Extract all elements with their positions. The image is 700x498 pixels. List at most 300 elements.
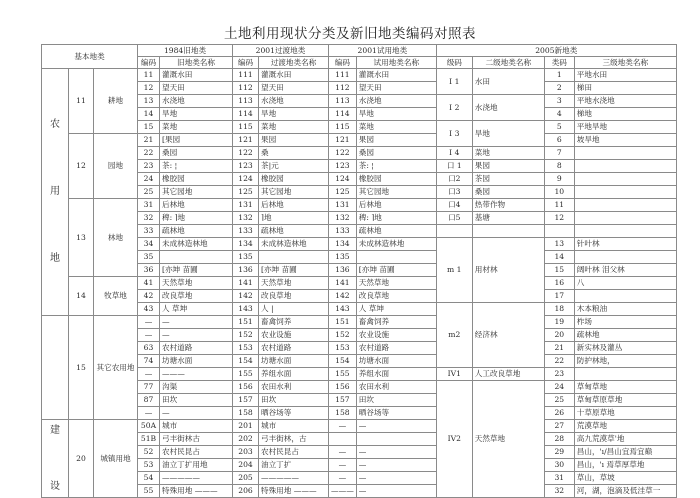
header-level2-name: 二级地类名称 bbox=[472, 57, 544, 69]
level3-code: 7 bbox=[544, 147, 574, 160]
table-row bbox=[42, 290, 677, 303]
code-2001-transition: 204 bbox=[233, 459, 259, 472]
level3-name: 柞场 bbox=[574, 316, 676, 329]
name-2001-trial: 果园 bbox=[356, 134, 436, 147]
code-1984: 21 bbox=[138, 134, 160, 147]
code-2001-trial: 124 bbox=[329, 173, 357, 186]
code-1984: 25 bbox=[138, 186, 160, 199]
level3-name: 针叶林 bbox=[574, 238, 676, 251]
name-2001-transition: 桑 bbox=[259, 147, 329, 160]
code-1984: 12 bbox=[138, 82, 160, 95]
code-1984: 13 bbox=[138, 95, 160, 108]
table-row bbox=[42, 147, 677, 160]
group-name: 园地 bbox=[94, 134, 138, 199]
name-1984: 稗: ⌉地 bbox=[160, 212, 233, 225]
level3-code: 12 bbox=[544, 212, 574, 225]
code-2001-trial: 115 bbox=[329, 121, 357, 134]
table-row bbox=[42, 199, 677, 212]
section-construction bbox=[42, 420, 69, 498]
table-row bbox=[42, 420, 677, 433]
name-2001-trial: 晒谷场等 bbox=[356, 407, 436, 420]
name-2001-transition: 未成林造林地 bbox=[259, 238, 329, 251]
level3-code: 16 bbox=[544, 277, 574, 290]
code-2001-transition: 154 bbox=[233, 355, 259, 368]
name-2001-transition: 养组水面 bbox=[259, 368, 329, 381]
name-1984: 望天田 bbox=[160, 82, 233, 95]
level2-code: m2 bbox=[436, 303, 472, 368]
name-2001-trial: 望天田 bbox=[356, 82, 436, 95]
section-char: 建 bbox=[50, 424, 60, 436]
name-1984: 未成林造林地 bbox=[160, 238, 233, 251]
code-2001-trial bbox=[329, 433, 357, 446]
code-2001-transition: 112 bbox=[233, 82, 259, 95]
table-row bbox=[42, 342, 677, 355]
level3-code: 27 bbox=[544, 420, 574, 433]
group-name: 其它农用地 bbox=[94, 316, 138, 420]
level3-code bbox=[544, 225, 574, 238]
name-2001-transition: 人 | bbox=[259, 303, 329, 316]
header-trial-name: 试用地类名称 bbox=[356, 57, 436, 69]
name-1984: 农村民昆占 bbox=[160, 446, 233, 459]
name-2001-transition: 城市 bbox=[259, 420, 329, 433]
name-2001-trial: 未成林造林地 bbox=[356, 238, 436, 251]
name-2001-trial: 茶: ¦ bbox=[356, 160, 436, 173]
level3-name: 昌山，'ı 焉草厚草地 bbox=[574, 459, 676, 472]
level3-name: 新实林及灌丛 bbox=[574, 342, 676, 355]
level2-code: I 1 bbox=[436, 69, 472, 95]
table-row bbox=[42, 316, 677, 329]
code-2001-transition: 135 bbox=[233, 251, 259, 264]
code-2001-transition: 158 bbox=[233, 407, 259, 420]
name-2001-transition: 水浇地 bbox=[259, 95, 329, 108]
level3-code: 20 bbox=[544, 329, 574, 342]
level3-name: 木本粮油 bbox=[574, 303, 676, 316]
code-2001-transition: 124 bbox=[233, 173, 259, 186]
header-code: 编码 bbox=[138, 57, 160, 69]
name-1984: 改良草地 bbox=[160, 290, 233, 303]
code-2001-transition: 206 bbox=[233, 485, 259, 498]
code-2001-transition: 153 bbox=[233, 342, 259, 355]
code-2001-transition: 136 bbox=[233, 264, 259, 277]
level3-code: 25 bbox=[544, 394, 574, 407]
code-2001-trial: 112 bbox=[329, 82, 357, 95]
group-name: 林地 bbox=[94, 199, 138, 277]
level3-code: 10 bbox=[544, 186, 574, 199]
code-2001-trial: 141 bbox=[329, 277, 357, 290]
header-level-code: 级码 bbox=[436, 57, 472, 69]
table-row bbox=[42, 212, 677, 225]
code-1984: 74 bbox=[138, 355, 160, 368]
code-1984: 31 bbox=[138, 199, 160, 212]
name-2001-trial: 改良草地 bbox=[356, 290, 436, 303]
section-char: 地 bbox=[50, 252, 60, 264]
level3-code: 22 bbox=[544, 355, 574, 368]
code-2001-trial: 151 bbox=[329, 316, 357, 329]
table-row bbox=[42, 446, 677, 459]
section-char: 设 bbox=[50, 480, 60, 492]
level3-code: 4 bbox=[544, 108, 574, 121]
name-2001-trial: 菜地 bbox=[356, 121, 436, 134]
level2-code: IV1 bbox=[436, 368, 472, 381]
section-char: 用 bbox=[50, 185, 60, 197]
table-row bbox=[42, 160, 677, 173]
table-row bbox=[42, 121, 677, 134]
level2-code: I 2 bbox=[436, 95, 472, 121]
code-2001-trial: 113 bbox=[329, 95, 357, 108]
level3-code: 19 bbox=[544, 316, 574, 329]
level3-name: 梯田 bbox=[574, 82, 676, 95]
table-row bbox=[42, 238, 677, 251]
name-2001-trial: 天然草地 bbox=[356, 277, 436, 290]
level3-code: 13 bbox=[544, 238, 574, 251]
name-2001-trial: 稗: ⌉地 bbox=[356, 212, 436, 225]
name-2001-transition: 坊塘水面 bbox=[259, 355, 329, 368]
code-1984: — bbox=[138, 316, 160, 329]
level3-name: 平地水田 bbox=[574, 69, 676, 82]
name-2001-transition: 特殊用地 ——— bbox=[259, 485, 329, 498]
code-2001-transition: 156 bbox=[233, 381, 259, 394]
code-2001-trial: 156 bbox=[329, 381, 357, 394]
group-code: 13 bbox=[69, 199, 94, 277]
name-1984: 灌溉水田 bbox=[160, 69, 233, 82]
code-2001-trial: 152 bbox=[329, 329, 357, 342]
code-2001-transition: 133 bbox=[233, 225, 259, 238]
level3-name bbox=[574, 212, 676, 225]
level2-code: I 3 bbox=[436, 121, 472, 147]
name-2001-transition: 农村道路 bbox=[259, 342, 329, 355]
level3-code: 18 bbox=[544, 303, 574, 316]
code-1984: 77 bbox=[138, 381, 160, 394]
level3-name bbox=[574, 290, 676, 303]
level2-name: 经济林 bbox=[472, 303, 544, 368]
code-2001-trial: ——— bbox=[329, 485, 357, 498]
level3-name bbox=[574, 160, 676, 173]
level2-name: 水田 bbox=[472, 69, 544, 95]
table-row bbox=[42, 225, 677, 238]
level2-code: I 4 bbox=[436, 147, 472, 160]
name-2001-trial: 农村道路 bbox=[356, 342, 436, 355]
level2-name: 热带作物 bbox=[472, 199, 544, 212]
level2-name: 人工改良草地 bbox=[472, 368, 544, 381]
name-2001-transition: ⌉地 bbox=[259, 212, 329, 225]
code-1984: 22 bbox=[138, 147, 160, 160]
code-2001-transition: 114 bbox=[233, 108, 259, 121]
group-name: 城镇用地 bbox=[94, 420, 138, 498]
header-code: 编码 bbox=[233, 57, 259, 69]
code-2001-trial: 131 bbox=[329, 199, 357, 212]
level2-code: IV2 bbox=[436, 381, 472, 498]
header-2005: 2005新地类 bbox=[436, 45, 676, 57]
table-row bbox=[42, 433, 677, 446]
name-2001-transition: 油立丁扩 bbox=[259, 459, 329, 472]
name-1984: 疏林地 bbox=[160, 225, 233, 238]
table-row bbox=[42, 134, 677, 147]
header-row bbox=[42, 45, 677, 57]
header-cat-code: 类码 bbox=[544, 57, 574, 69]
name-2001-transition: [亦坤 苗圃 bbox=[259, 264, 329, 277]
code-2001-transition: 143 bbox=[233, 303, 259, 316]
level3-name: 十草原草地 bbox=[574, 407, 676, 420]
group-code: 12 bbox=[69, 134, 94, 199]
code-2001-trial: 135 bbox=[329, 251, 357, 264]
level3-name: 草甸草地 bbox=[574, 381, 676, 394]
level3-name: 高九荒漠草'地 bbox=[574, 433, 676, 446]
name-1984: 弓丰街林古 bbox=[160, 433, 233, 446]
level3-code: 26 bbox=[544, 407, 574, 420]
table-row bbox=[42, 95, 677, 108]
code-1984: 36 bbox=[138, 264, 160, 277]
name-2001-trial: 其它园地 bbox=[356, 186, 436, 199]
name-2001-transition: 其它园地 bbox=[259, 186, 329, 199]
header-level3-name: 三级地类名称 bbox=[574, 57, 676, 69]
group-code: 11 bbox=[69, 69, 94, 134]
name-2001-transition bbox=[259, 251, 329, 264]
code-1984: 24 bbox=[138, 173, 160, 186]
code-2001-transition: 115 bbox=[233, 121, 259, 134]
name-2001-trial bbox=[356, 433, 436, 446]
level2-name: 茶园 bbox=[472, 173, 544, 186]
code-2001-trial: — bbox=[329, 459, 357, 472]
code-2001-trial: — bbox=[329, 446, 357, 459]
code-2001-transition: 205 bbox=[233, 472, 259, 485]
name-2001-trial: 田坎 bbox=[356, 394, 436, 407]
level2-name: 用材林 bbox=[472, 238, 544, 303]
group-code: 15 bbox=[69, 316, 94, 420]
name-1984: 天然草地 bbox=[160, 277, 233, 290]
code-2001-trial: 132 bbox=[329, 212, 357, 225]
level2-name: 桑园 bbox=[472, 186, 544, 199]
name-1984: 田坎 bbox=[160, 394, 233, 407]
code-2001-transition: 142 bbox=[233, 290, 259, 303]
level3-name: 草甸草原草地 bbox=[574, 394, 676, 407]
table-row bbox=[42, 472, 677, 485]
name-1984: 油立丁扩用地 bbox=[160, 459, 233, 472]
code-1984: 63 bbox=[138, 342, 160, 355]
code-1984: 11 bbox=[138, 69, 160, 82]
code-1984: 52 bbox=[138, 446, 160, 459]
code-1984: 34 bbox=[138, 238, 160, 251]
name-2001-trial: 农田水利 bbox=[356, 381, 436, 394]
level3-name: 疏林地 bbox=[574, 329, 676, 342]
level3-code: 30 bbox=[544, 459, 574, 472]
name-1984: 其它园地 bbox=[160, 186, 233, 199]
name-1984: 城市 bbox=[160, 420, 233, 433]
level3-name: 八 bbox=[574, 277, 676, 290]
code-2001-transition: 131 bbox=[233, 199, 259, 212]
level3-code: 1 bbox=[544, 69, 574, 82]
code-2001-transition: 157 bbox=[233, 394, 259, 407]
code-2001-trial: 125 bbox=[329, 186, 357, 199]
level3-name: 平地旱地 bbox=[574, 121, 676, 134]
code-1984: 33 bbox=[138, 225, 160, 238]
level3-name bbox=[574, 199, 676, 212]
level3-code: 6 bbox=[544, 134, 574, 147]
name-2001-transition: 灌溉水田 bbox=[259, 69, 329, 82]
name-1984: 特殊用地 ——— bbox=[160, 485, 233, 498]
code-2001-trial: 155 bbox=[329, 368, 357, 381]
level3-code: 28 bbox=[544, 433, 574, 446]
name-1984: [果园 bbox=[160, 134, 233, 147]
header-old-name: 旧地类名称 bbox=[160, 57, 233, 69]
level3-code: 31 bbox=[544, 472, 574, 485]
level3-code: 8 bbox=[544, 160, 574, 173]
name-2001-trial: 疏林地 bbox=[356, 225, 436, 238]
name-2001-trial: 人 草坤 bbox=[356, 303, 436, 316]
table-row bbox=[42, 69, 677, 82]
level2-code: 口 1 bbox=[436, 160, 472, 173]
code-1984: 53 bbox=[138, 459, 160, 472]
level2-code: 口5 bbox=[436, 212, 472, 225]
table-row bbox=[42, 264, 677, 277]
land-use-table bbox=[41, 44, 677, 498]
code-2001-transition: 123 bbox=[233, 160, 259, 173]
name-2001-trial: — bbox=[356, 459, 436, 472]
code-2001-transition: 121 bbox=[233, 134, 259, 147]
name-1984: — bbox=[160, 329, 233, 342]
table-row bbox=[42, 173, 677, 186]
name-1984: 桑园 bbox=[160, 147, 233, 160]
code-2001-trial: 157 bbox=[329, 394, 357, 407]
name-2001-trial: 水浇地 bbox=[356, 95, 436, 108]
code-1984: 41 bbox=[138, 277, 160, 290]
code-2001-trial: 122 bbox=[329, 147, 357, 160]
level3-code: 21 bbox=[544, 342, 574, 355]
page-title: 土地利用现状分类及新旧地类编码对照表 bbox=[224, 26, 476, 42]
table-row bbox=[42, 251, 677, 264]
code-2001-transition: 122 bbox=[233, 147, 259, 160]
level3-name bbox=[574, 225, 676, 238]
level3-code: 2 bbox=[544, 82, 574, 95]
group-name: 牧草地 bbox=[94, 277, 138, 316]
code-1984: — bbox=[138, 329, 160, 342]
header-2001-trial: 2001试用地类 bbox=[329, 45, 437, 57]
name-1984: 沟渠 bbox=[160, 381, 233, 394]
level2-name: 水浇地 bbox=[472, 95, 544, 121]
table-row bbox=[42, 329, 677, 342]
level3-code: 14 bbox=[544, 251, 574, 264]
header-trans-name: 过渡地类名称 bbox=[259, 57, 329, 69]
code-2001-transition: 134 bbox=[233, 238, 259, 251]
level2-code: 口2 bbox=[436, 173, 472, 186]
code-2001-trial: 136 bbox=[329, 264, 357, 277]
code-2001-transition: 132 bbox=[233, 212, 259, 225]
code-1984: 50A bbox=[138, 420, 160, 433]
name-1984: — bbox=[160, 407, 233, 420]
table-row bbox=[42, 355, 677, 368]
section-agricultural bbox=[42, 69, 69, 316]
name-2001-transition: 弓丰街林，古 bbox=[259, 433, 329, 446]
level2-code bbox=[436, 225, 472, 238]
code-1984: — bbox=[138, 368, 160, 381]
name-2001-trial: — bbox=[356, 446, 436, 459]
header-code: 编码 bbox=[329, 57, 357, 69]
table-row bbox=[42, 303, 677, 316]
code-2001-trial: — bbox=[329, 420, 357, 433]
level2-name: 基塘 bbox=[472, 212, 544, 225]
name-1984: 后林地 bbox=[160, 199, 233, 212]
name-2001-transition: 田坎 bbox=[259, 394, 329, 407]
level3-code: 17 bbox=[544, 290, 574, 303]
code-1984: 15 bbox=[138, 121, 160, 134]
group-name: 耕地 bbox=[94, 69, 138, 134]
code-1984: 54 bbox=[138, 472, 160, 485]
level3-name bbox=[574, 186, 676, 199]
section-char: 农 bbox=[50, 119, 60, 131]
code-2001-trial: 121 bbox=[329, 134, 357, 147]
code-1984: 23 bbox=[138, 160, 160, 173]
code-2001-transition: 155 bbox=[233, 368, 259, 381]
code-2001-trial: — bbox=[329, 472, 357, 485]
name-2001-transition: 农村民昆占 bbox=[259, 446, 329, 459]
code-2001-transition: 151 bbox=[233, 316, 259, 329]
table-row bbox=[42, 394, 677, 407]
name-2001-trial: — bbox=[356, 485, 436, 498]
code-2001-transition: 203 bbox=[233, 446, 259, 459]
name-2001-transition: 果园 bbox=[259, 134, 329, 147]
code-1984: 87 bbox=[138, 394, 160, 407]
name-2001-trial: — bbox=[356, 472, 436, 485]
table-row bbox=[42, 485, 677, 498]
level3-name: 平地水浇地 bbox=[574, 95, 676, 108]
name-2001-transition: 茶|元 bbox=[259, 160, 329, 173]
name-1984: ——— bbox=[160, 368, 233, 381]
name-2001-transition: 疏林地 bbox=[259, 225, 329, 238]
name-1984: 人 草坤 bbox=[160, 303, 233, 316]
name-2001-trial: 畜禽饲养 bbox=[356, 316, 436, 329]
level3-name: 草山，草坡 bbox=[574, 472, 676, 485]
name-2001-transition: 旱地 bbox=[259, 108, 329, 121]
name-2001-trial bbox=[356, 251, 436, 264]
code-2001-trial: 154 bbox=[329, 355, 357, 368]
level2-name: 旱地 bbox=[472, 121, 544, 147]
header-row bbox=[42, 57, 677, 69]
code-1984: 43 bbox=[138, 303, 160, 316]
name-2001-transition: 畜禽饲养 bbox=[259, 316, 329, 329]
code-2001-transition: 141 bbox=[233, 277, 259, 290]
level3-code: 23 bbox=[544, 368, 574, 381]
name-1984: 农村道路 bbox=[160, 342, 233, 355]
name-2001-trial: 养组水面 bbox=[356, 368, 436, 381]
code-2001-trial: 114 bbox=[329, 108, 357, 121]
level3-code: 5 bbox=[544, 121, 574, 134]
level3-name bbox=[574, 251, 676, 264]
name-2001-transition: 后林地 bbox=[259, 199, 329, 212]
code-2001-trial: 143 bbox=[329, 303, 357, 316]
name-2001-transition: ————— bbox=[259, 472, 329, 485]
table-row bbox=[42, 277, 677, 290]
table-row bbox=[42, 82, 677, 95]
header-1984: 1984旧地类 bbox=[138, 45, 233, 57]
level3-name: 荒漠草地 bbox=[574, 420, 676, 433]
level3-name: 防护林地， bbox=[574, 355, 676, 368]
name-1984: 水浇地 bbox=[160, 95, 233, 108]
name-2001-trial: 坊塘水面 bbox=[356, 355, 436, 368]
name-1984: 旱地 bbox=[160, 108, 233, 121]
code-2001-trial: 123 bbox=[329, 160, 357, 173]
level3-name: 河，湖，泡滴及低洼草一 bbox=[574, 485, 676, 498]
header-basic-category: 基本地类 bbox=[42, 45, 138, 69]
table-row bbox=[42, 407, 677, 420]
code-1984: 42 bbox=[138, 290, 160, 303]
name-1984 bbox=[160, 251, 233, 264]
name-2001-transition: 农业设施 bbox=[259, 329, 329, 342]
name-1984: [亦坤 苗圃 bbox=[160, 264, 233, 277]
name-2001-trial: [亦坤 苗圃 bbox=[356, 264, 436, 277]
code-2001-trial: 158 bbox=[329, 407, 357, 420]
name-2001-transition: 望天田 bbox=[259, 82, 329, 95]
code-2001-trial: 133 bbox=[329, 225, 357, 238]
name-2001-trial: 后林地 bbox=[356, 199, 436, 212]
